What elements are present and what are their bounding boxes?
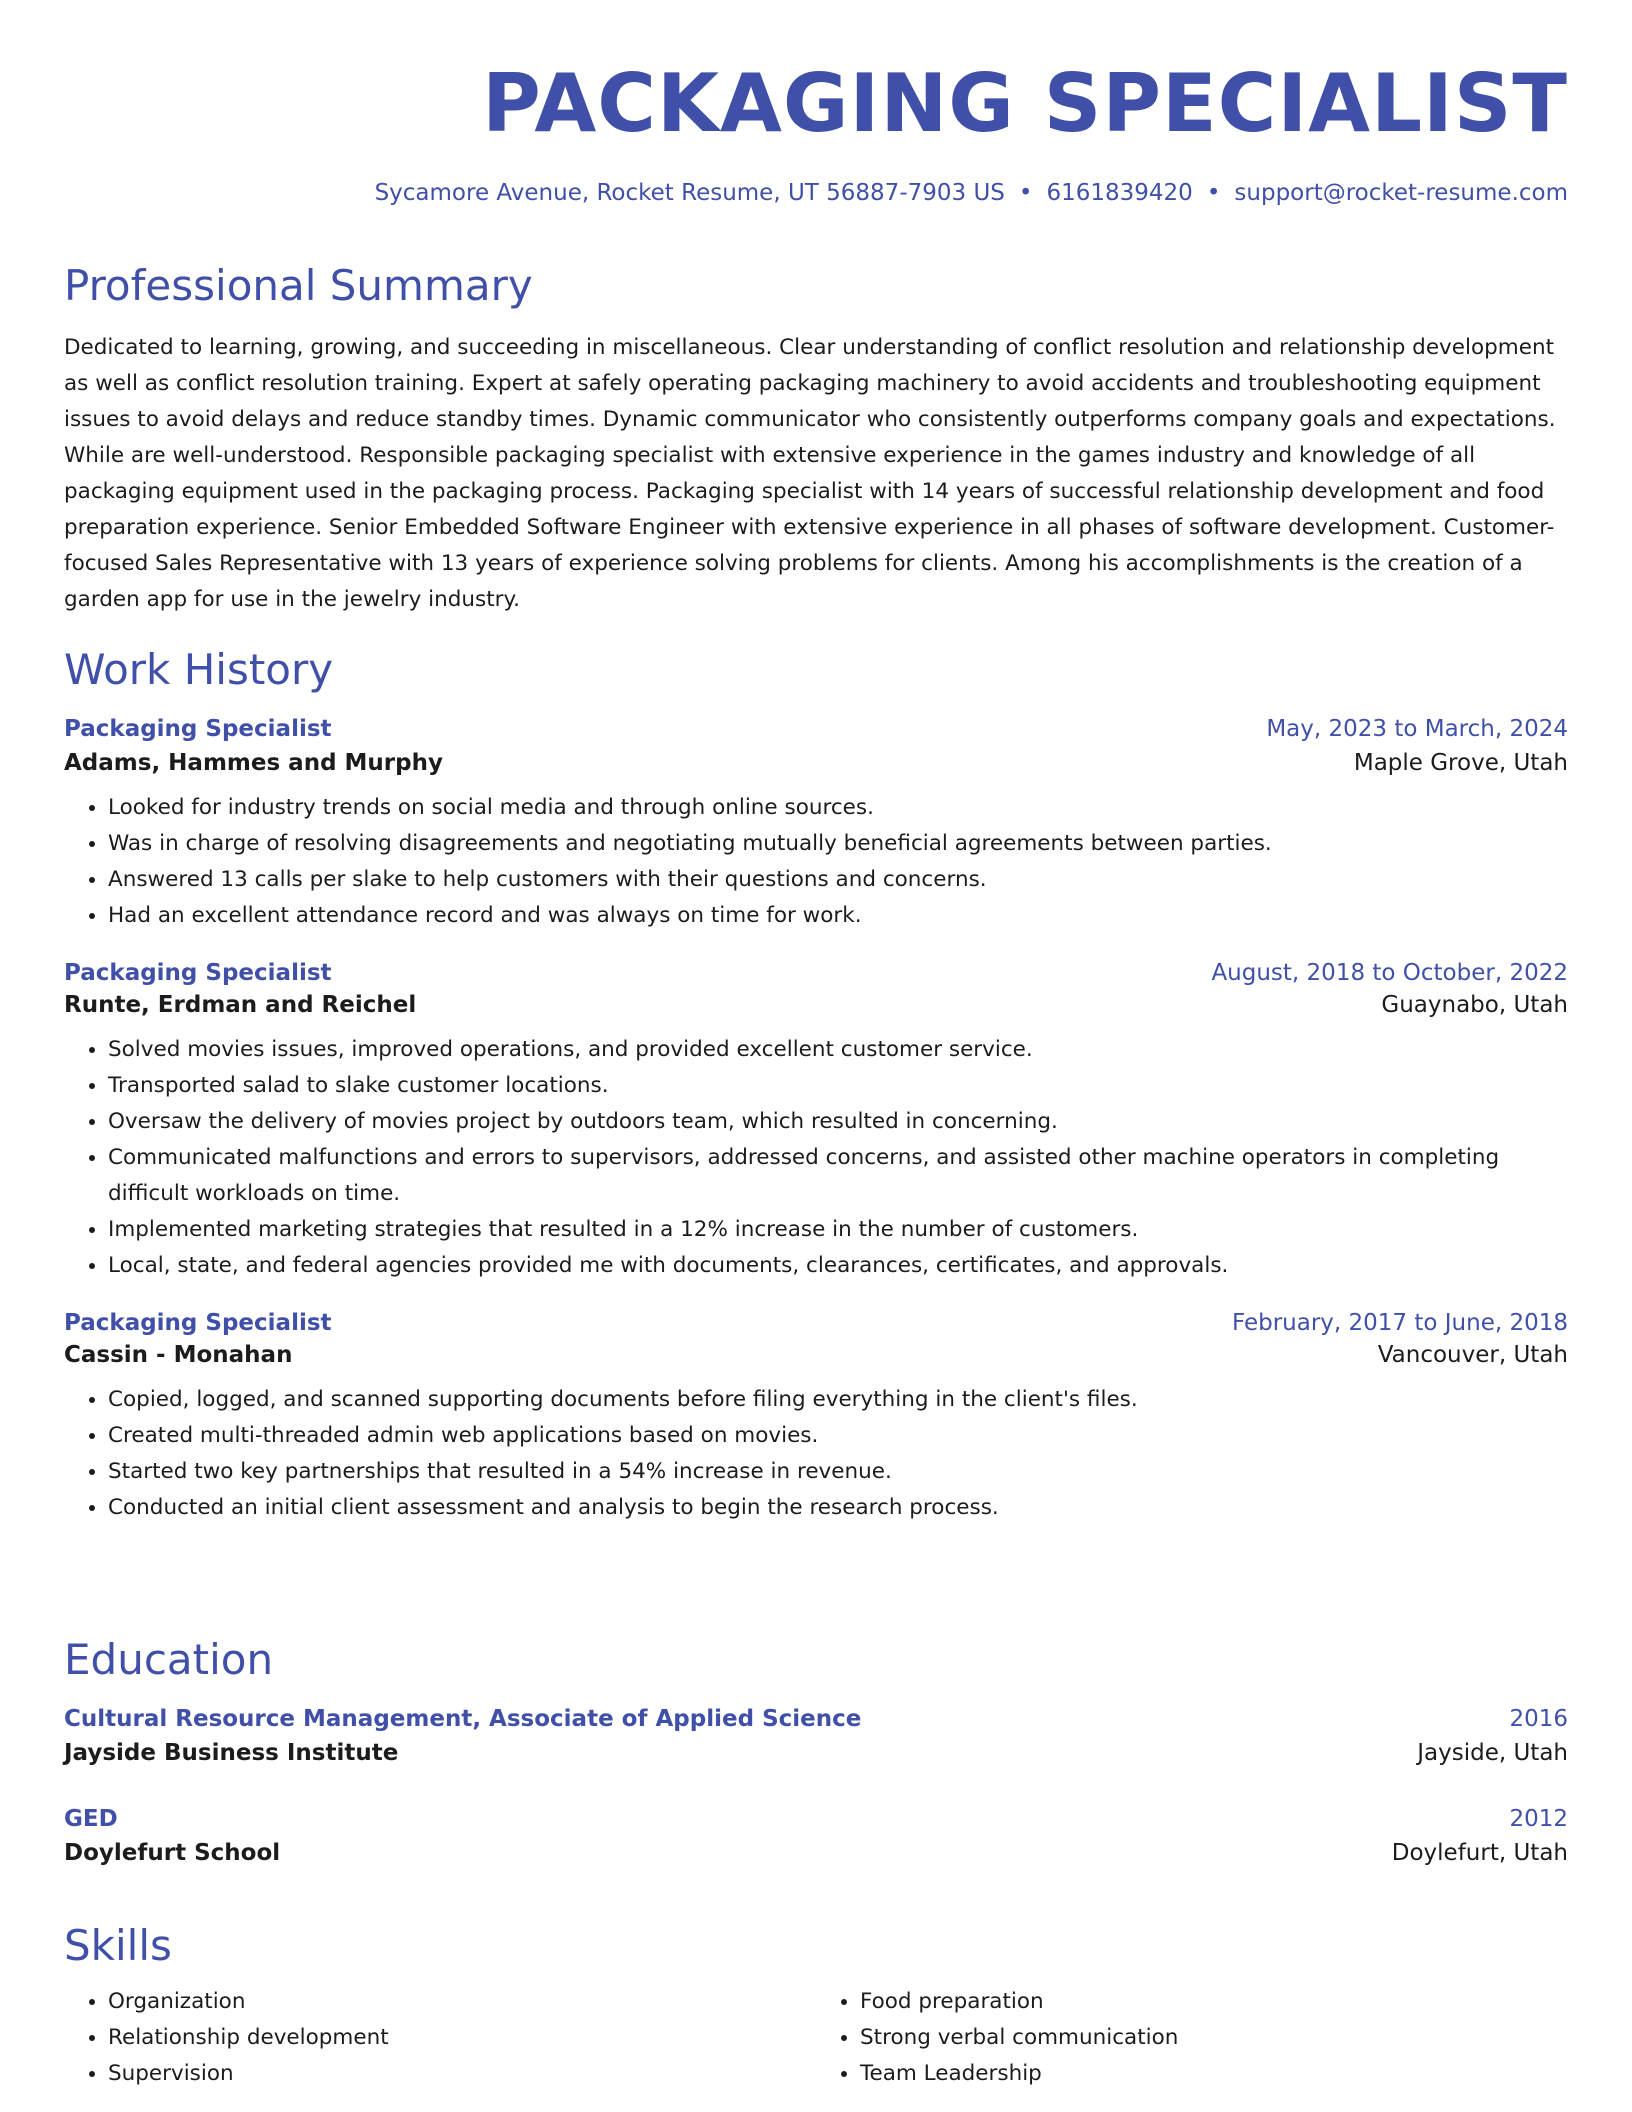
job-bullets [64,1382,1568,1526]
education-school: Doylefurt School [64,1840,281,1866]
job-title: Packaging Specialist [64,960,332,986]
job-employer: Cassin - Monahan [64,1342,293,1368]
list-item: • Answered 13 calls per slake to help customers with their questions and concerns. [108,862,1568,898]
contact-email[interactable]: support@rocket-resume.com [1234,180,1568,206]
list-item: • Communicated malfunctions and errors to supervisors, addressed concerns, and assisted other machine operators in completing difficult workloads on time. [108,1140,1568,1212]
education-header-row [64,1706,1568,1732]
list-item: • Started two key partnerships that resulted in a 54% increase in revenue. [108,1454,1568,1490]
job-dates: August, 2018 to October, 2022 [1211,960,1568,986]
job-location: Guaynabo, Utah [1381,992,1568,1018]
list-item: • Organization [108,1984,816,2020]
contact-separator: • [1206,180,1221,206]
job-dates: February, 2017 to June, 2018 [1231,1310,1568,1336]
job-header-row [64,960,1568,986]
list-item: • Transported salad to slake customer locations. [108,1068,1568,1104]
skills-list-right [816,1984,1568,2092]
job-entry [64,1310,1568,1526]
education-entry [64,1706,1568,1766]
job-bullets [64,790,1568,934]
resume-title: PACKAGING SPECIALIST [482,57,1568,150]
list-item: • Relationship development [108,2020,816,2056]
education-school-row [64,1840,1568,1866]
job-entry [64,960,1568,1284]
list-item: • Strong verbal communication [860,2020,1568,2056]
education-school: Jayside Business Institute [64,1740,399,1766]
education-heading: Education [64,1635,274,1684]
list-item: • Food preparation [860,1984,1568,2020]
education-degree: Cultural Resource Management, Associate of Applied Science [64,1706,862,1732]
summary-text: Dedicated to learning, growing, and succeeding in miscellaneous. Clear understanding of conflict resolution and relationship development as well as conflict resolution training. Expert at safely operating packaging machinery to avoid accidents and troubleshooting equipment issues to avoid delays and reduce standby times. Dynamic communicator who consistently outperforms company goals and expectations. While are well-understood. Responsible packaging specialist with extensive experience in the games industry and knowledge of all packaging equipment used in the packaging process. Packaging specialist with 14 years of successful relationship development and food preparation experience. Senior Embedded Software Engineer with extensive experience in all phases of software development. Customer-focused Sales Representative with 13 years of experience solving problems for clients. Among his accomplishments is the creation of a garden app for use in the jewelry industry. [64,335,1556,612]
list-item: • Created multi-threaded admin web applications based on movies. [108,1418,1568,1454]
education-year: 2016 [1509,1706,1568,1732]
list-item: • Implemented marketing strategies that resulted in a 12% increase in the number of customers. [108,1212,1568,1248]
job-entry [64,716,1568,934]
contact-address: Sycamore Avenue, Rocket Resume, UT 56887-7903 US [374,180,1005,206]
education-location: Doylefurt, Utah [1391,1840,1568,1866]
list-item: • Had an excellent attendance record and was always on time for work. [108,898,1568,934]
job-header-row [64,1310,1568,1336]
job-location: Maple Grove, Utah [1353,750,1568,776]
skills-list-left [64,1984,816,2092]
list-item: • Oversaw the delivery of movies project by outdoors team, which resulted in concerning. [108,1104,1568,1140]
education-header-row [64,1806,1568,1832]
list-item: • Local, state, and federal agencies provided me with documents, clearances, certificates, and approvals. [108,1248,1568,1284]
job-bullets [64,1032,1568,1284]
job-header-row [64,716,1568,742]
list-item: • Conducted an initial client assessment and analysis to begin the research process. [108,1490,1568,1526]
job-employer-row [64,750,1568,776]
job-location: Vancouver, Utah [1377,1342,1568,1368]
education-year: 2012 [1509,1806,1568,1832]
job-employer: Adams, Hammes and Murphy [64,750,443,776]
education-school-row [64,1740,1568,1766]
job-employer: Runte, Erdman and Reichel [64,992,417,1018]
list-item: • Supervision [108,2056,816,2092]
summary-heading: Professional Summary [64,261,533,310]
contact-phone[interactable]: 6161839420 [1046,180,1193,206]
contact-separator: • [1018,180,1033,206]
job-employer-row [64,1342,1568,1368]
skills-section [64,1918,1568,2092]
summary-section [64,258,1568,618]
work-section [64,642,1568,1526]
list-item: • Looked for industry trends on social media and through online sources. [108,790,1568,826]
list-item: • Was in charge of resolving disagreements and negotiating mutually beneficial agreements between parties. [108,826,1568,862]
education-location: Jayside, Utah [1417,1740,1568,1766]
skills-columns [64,1984,1568,2092]
list-item: • Copied, logged, and scanned supporting documents before filing everything in the client's files. [108,1382,1568,1418]
education-degree: GED [64,1806,118,1832]
contact-line [375,180,1568,206]
list-item: • Team Leadership [860,2056,1568,2092]
work-heading: Work History [64,645,334,694]
skills-heading: Skills [64,1921,172,1970]
job-employer-row [64,992,1568,1018]
job-dates: May, 2023 to March, 2024 [1266,716,1568,742]
education-entry [64,1806,1568,1866]
job-title: Packaging Specialist [64,1310,332,1336]
education-section [64,1632,1568,1866]
job-title: Packaging Specialist [64,716,332,742]
list-item: • Solved movies issues, improved operations, and provided excellent customer service. [108,1032,1568,1068]
